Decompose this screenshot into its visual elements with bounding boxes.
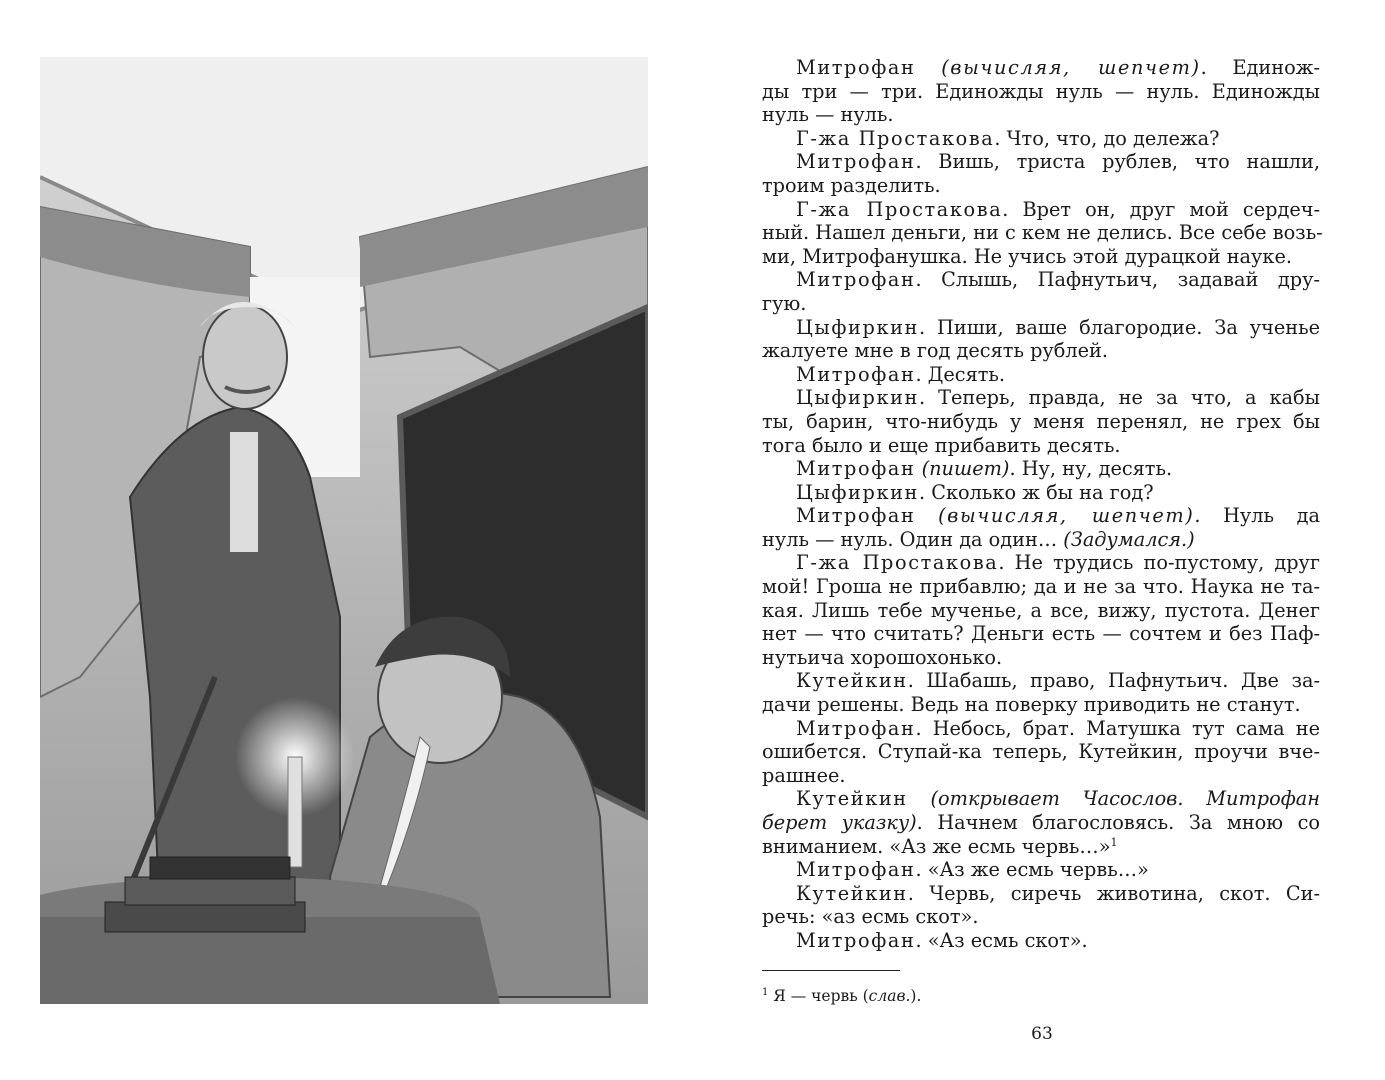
line-text: нуль — нуль. Один да один… <box>762 527 1064 551</box>
speaker-name: Кутейкин <box>796 787 908 811</box>
stage-direction: (вычисляя, шепчет) <box>941 56 1201 79</box>
line-text: . Пиши, ваше благородие. За ученье <box>919 315 1320 339</box>
line-text: мой! Гроша не прибавлю; да и не за что. Наука не та- <box>762 575 1320 599</box>
line-text: . Врет он, друг мой сердеч- <box>1002 197 1320 221</box>
text-line <box>762 221 1323 245</box>
line-text: вниманием. «Аз же есмь червь…» <box>762 834 1111 858</box>
text-line <box>762 905 1320 929</box>
line-text: . Не трудись по-пустому, друг <box>998 551 1320 575</box>
text-line <box>762 481 1320 505</box>
stage-direction: (вычисляя, шепчет) <box>938 504 1195 528</box>
text-line <box>762 292 1320 316</box>
text-line <box>762 764 1320 788</box>
text-line <box>762 339 1320 363</box>
stage-direction: берет указку) <box>762 811 917 834</box>
text-line <box>762 198 1320 222</box>
line-text: ошибется. Ступай-ка теперь, Кутейкин, проучи вче- <box>762 740 1320 764</box>
footnote-text: Я — червь ( <box>768 987 869 1005</box>
line-text: нуль — нуль. <box>762 103 894 127</box>
text-line <box>762 835 1320 859</box>
line-text: рашнее. <box>762 763 846 787</box>
line-text: . Ну, ну, десять. <box>1009 457 1173 481</box>
text-line <box>762 693 1320 717</box>
text-line <box>762 858 1320 882</box>
footnote-italic: слав. <box>868 987 911 1005</box>
text-line <box>762 410 1320 434</box>
line-text: . Единож- <box>1200 56 1320 79</box>
stage-direction: (Задумался.) <box>1063 527 1195 551</box>
text-line <box>762 56 1320 80</box>
speaker-name: Митрофан <box>796 858 916 882</box>
text-line <box>762 268 1320 292</box>
line-text: . Теперь, правда, не за что, а кабы <box>919 386 1320 410</box>
speaker-name: Митрофан <box>796 268 916 292</box>
speaker-name: Митрофан <box>796 150 916 174</box>
line-text: кая. Лишь тебе мученье, а все, вижу, пустота. Денег <box>762 598 1320 622</box>
illustration <box>40 57 648 1004</box>
text-line <box>762 740 1320 764</box>
line-text: ми, Митрофанушка. Не учись этой дурацкой науке. <box>762 244 1292 268</box>
text-line <box>762 363 1320 387</box>
text-column <box>762 56 1323 953</box>
line-text: нутьича хорошохонько. <box>762 645 1003 669</box>
line-text: . Нуль да <box>1194 504 1320 528</box>
stage-direction: (пишет) <box>921 457 1010 481</box>
engraving-illustration-icon <box>40 57 648 1004</box>
text-line <box>762 575 1320 599</box>
line-text: гую. <box>762 291 807 315</box>
speaker-name: Митрофан <box>796 457 916 481</box>
speaker-name: Кутейкин <box>796 881 908 905</box>
line-text: . Шабашь, право, Пафнутьич. Две за- <box>907 669 1320 693</box>
line-text: тога было и еще прибавить десять. <box>762 433 1121 457</box>
text-line <box>762 811 1320 835</box>
text-line <box>762 457 1320 481</box>
speaker-name: Г-жа Простакова <box>796 551 999 575</box>
speaker-name: Цыфиркин <box>796 315 919 339</box>
speaker-name: Митрофан <box>796 716 916 740</box>
text-line <box>762 386 1320 410</box>
text-line <box>762 929 1320 953</box>
line-text <box>915 504 938 527</box>
line-text: дачи решены. Ведь на поверку приводить не станут. <box>762 693 1301 717</box>
line-text: . «Аз есмь скот». <box>915 928 1088 952</box>
speaker-name: Г-жа Простакова <box>796 126 995 150</box>
line-text <box>908 787 931 810</box>
line-text: ный. Нашел деньги, ни с кем не делись. Все себе возь- <box>762 221 1323 245</box>
speaker-name: Цыфиркин <box>796 480 919 504</box>
text-line <box>762 599 1320 623</box>
line-text: ты, барин, что-нибудь у меня перенял, не грех бы <box>762 409 1320 433</box>
line-text: . Начнем благословясь. За мною со <box>916 811 1320 834</box>
footnote-marker: 1 <box>762 987 769 998</box>
text-line <box>762 717 1320 741</box>
line-text: . Вишь, триста рублев, что нашли, <box>915 150 1320 174</box>
footnote-rule <box>762 970 900 971</box>
page-number: 63 <box>1031 1024 1053 1044</box>
text-line <box>762 787 1320 811</box>
line-text: жалуете мне в год десять рублей. <box>762 339 1108 363</box>
line-text: . Небось, брат. Матушка тут сама не <box>915 716 1320 740</box>
speaker-name: Митрофан <box>796 362 916 386</box>
line-text: нет — что считать? Деньги есть — сочтем и без Паф- <box>762 622 1320 646</box>
text-line <box>762 551 1320 575</box>
speaker-name: Кутейкин <box>796 669 908 693</box>
text-line <box>762 882 1320 906</box>
line-text: . Червь, сиречь животина, скот. Си- <box>907 881 1320 905</box>
text-line <box>762 434 1320 458</box>
text-line <box>762 80 1320 104</box>
text-line <box>762 646 1320 670</box>
line-text: речь: «аз есмь скот». <box>762 905 979 929</box>
line-text <box>915 56 941 79</box>
text-line <box>762 316 1320 340</box>
text-line <box>762 528 1320 552</box>
footnote <box>762 986 921 1006</box>
text-line <box>762 127 1320 151</box>
text-line <box>762 150 1320 174</box>
footnote-tail: ). <box>910 987 922 1005</box>
line-text: троим разделить. <box>762 173 941 197</box>
text-line <box>762 669 1320 693</box>
speaker-name: Г-жа Простакова <box>796 197 1003 221</box>
line-text: . Слышь, Пафнутьич, задавай дру- <box>915 268 1320 292</box>
line-text: ды три — три. Единожды нуль — нуль. Единожды <box>762 79 1320 103</box>
text-line <box>762 245 1320 269</box>
speaker-name: Цыфиркин <box>796 386 919 410</box>
speaker-name: Митрофан <box>796 56 916 79</box>
text-line <box>762 504 1320 528</box>
text-line <box>762 622 1320 646</box>
footnote-ref: 1 <box>1110 835 1118 849</box>
speaker-name: Митрофан <box>796 504 916 528</box>
speaker-name: Митрофан <box>796 928 916 952</box>
line-text: . Сколько ж бы на год? <box>919 480 1154 504</box>
text-line <box>762 174 1320 198</box>
line-text: . Десять. <box>915 362 1006 386</box>
line-text: . «Аз же есмь червь…» <box>915 858 1149 882</box>
stage-direction: (открывает Часослов. Митрофан <box>930 787 1320 811</box>
text-line <box>762 103 1320 127</box>
line-text: . Что, что, до дележа? <box>994 126 1220 150</box>
